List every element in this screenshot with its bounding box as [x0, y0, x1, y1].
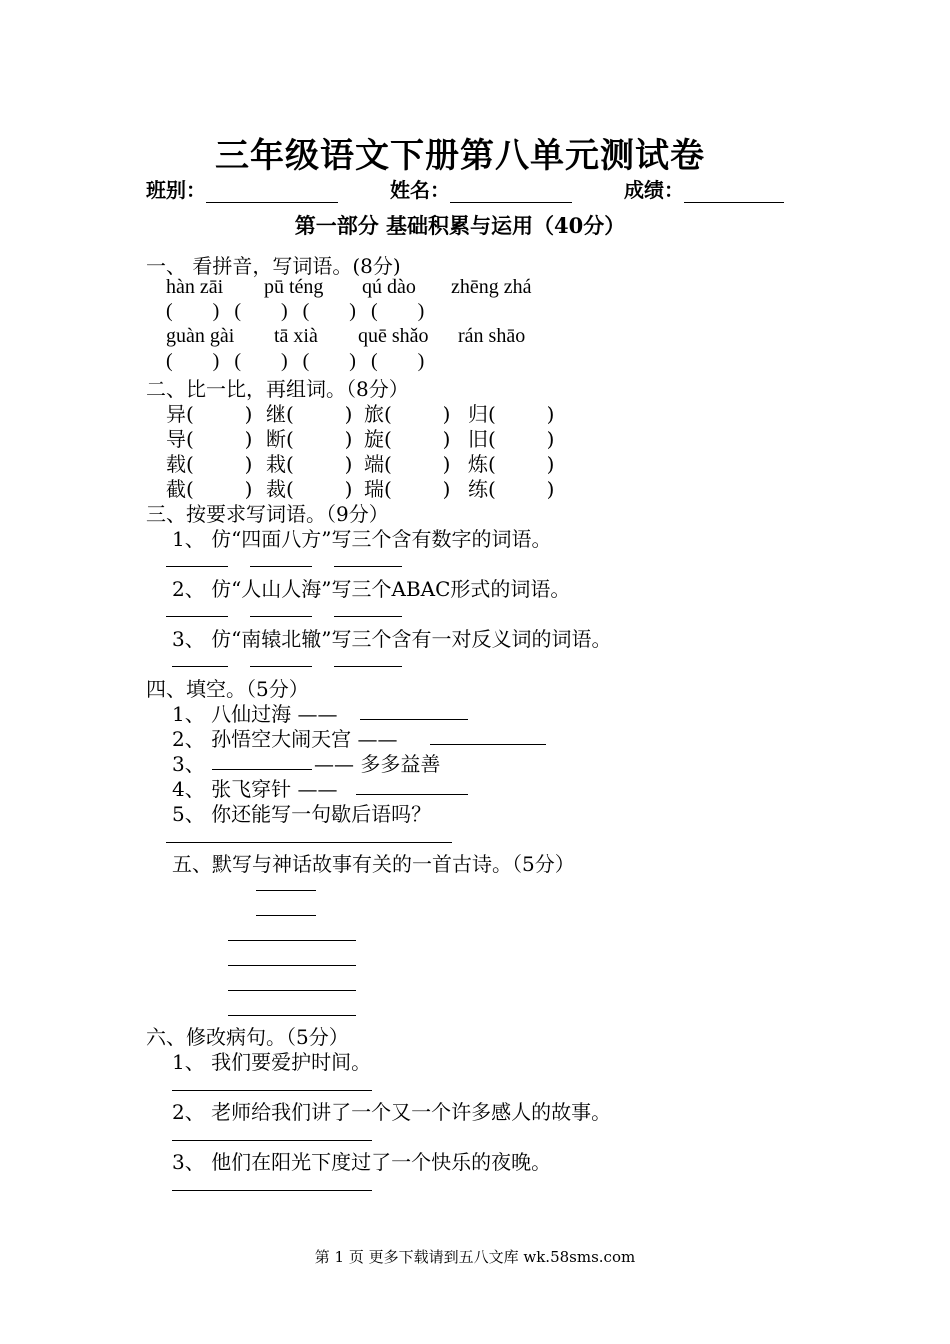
pinyin-5: guàn gài [166, 325, 235, 347]
q3-item-1: 1、 仿“四面八方”写三个含有数字的词语。 [172, 527, 552, 551]
q2-row-3-col-1[interactable]: 载( ) [166, 452, 253, 476]
q2-row-2-col-3[interactable]: 旋( ) [364, 427, 451, 451]
pinyin-8: rán shāo [458, 325, 526, 347]
score-blank[interactable] [684, 182, 784, 203]
pinyin-6: tā xià [274, 325, 318, 347]
name-field [390, 174, 572, 203]
q3-item-2: 2、 仿“人山人海”写三个ABAC形式的词语。 [172, 577, 571, 601]
q3-item-3: 3、 仿“南辕北辙”写三个含有一对反义词的词语。 [172, 627, 612, 651]
pinyin-7: quē shǎo [358, 325, 429, 347]
answer-parens-row1[interactable]: ( ) ( ) ( ) ( ) [166, 300, 425, 322]
q4-heading: 四、填空。（5分） [146, 677, 309, 701]
q4-item-3-suffix: —— 多多益善 [314, 752, 441, 776]
q2-row-2-col-1[interactable]: 导( ) [166, 427, 253, 451]
q3-1-blank-3[interactable] [334, 566, 402, 567]
q3-3-blank-2[interactable] [250, 666, 312, 667]
q3-2-blank-2[interactable] [250, 616, 312, 617]
q3-heading: 三、按要求写词语。（9分） [146, 502, 389, 526]
q3-1-blank-1[interactable] [166, 566, 228, 567]
poem-line-2-blank[interactable] [228, 965, 356, 966]
class-field [146, 174, 338, 203]
q6-1-blank[interactable] [172, 1090, 372, 1091]
q2-row-4-col-4[interactable]: 练( ) [468, 477, 555, 501]
q4-1-blank[interactable] [360, 719, 468, 720]
q6-item-1: 1、 我们要爱护时间。 [172, 1050, 372, 1074]
q2-row-1-col-2[interactable]: 继( ) [266, 402, 353, 426]
q3-1-blank-2[interactable] [250, 566, 312, 567]
q2-row-4-col-1[interactable]: 截( ) [166, 477, 253, 501]
q2-row-3-col-4[interactable]: 炼( ) [468, 452, 555, 476]
poem-line-3-blank[interactable] [228, 990, 356, 991]
q2-row-2-col-2[interactable]: 断( ) [266, 427, 353, 451]
q6-item-2: 2、 老师给我们讲了一个又一个许多感人的故事。 [172, 1100, 612, 1124]
q6-3-blank[interactable] [172, 1190, 372, 1191]
q3-3-blank-1[interactable] [172, 666, 228, 667]
q1-heading: 一、 看拼音，写词语。(8分) [146, 254, 401, 278]
part1-title: 第一部分 基础积累与运用（40分） [294, 213, 626, 238]
poem-line-4-blank[interactable] [228, 1015, 356, 1016]
pinyin-2: pū téng [264, 276, 324, 298]
q3-2-blank-1[interactable] [166, 616, 228, 617]
pinyin-1: hàn zāi [166, 276, 224, 298]
q4-item-3: 3、 [172, 752, 205, 776]
class-label: 班别： [146, 178, 206, 202]
q2-row-3-col-3[interactable]: 端( ) [364, 452, 451, 476]
q4-item-4: 4、 张飞穿针 —— [172, 777, 338, 801]
q2-row-4-col-3[interactable]: 瑞( ) [364, 477, 451, 501]
q4-3-blank[interactable] [212, 769, 312, 770]
q2-row-4-col-2[interactable]: 裁( ) [266, 477, 353, 501]
q2-row-1-col-4[interactable]: 归( ) [468, 402, 555, 426]
q4-2-blank[interactable] [430, 744, 546, 745]
q4-5-blank[interactable] [166, 842, 452, 843]
q3-3-blank-3[interactable] [334, 666, 402, 667]
q6-item-3: 3、 他们在阳光下度过了一个快乐的夜晚。 [172, 1150, 552, 1174]
name-blank[interactable] [450, 182, 572, 203]
q4-item-1: 1、 八仙过海 —— [172, 702, 338, 726]
q2-row-3-col-2[interactable]: 栽( ) [266, 452, 353, 476]
q2-heading: 二、比一比，再组词。（8分） [146, 377, 409, 401]
q6-2-blank[interactable] [172, 1140, 372, 1141]
q6-heading: 六、修改病句。（5分） [146, 1025, 349, 1049]
pinyin-3: qú dào [362, 276, 416, 298]
q2-row-1-col-1[interactable]: 异( ) [166, 402, 253, 426]
class-blank[interactable] [206, 182, 338, 203]
name-label: 姓名： [390, 178, 450, 202]
q4-item-5: 5、 你还能写一句歇后语吗？ [172, 802, 432, 826]
score-field [624, 174, 784, 203]
q3-2-blank-3[interactable] [334, 616, 402, 617]
q2-row-2-col-4[interactable]: 旧( ) [468, 427, 555, 451]
poem-title-blank[interactable] [256, 890, 316, 891]
answer-parens-row2[interactable]: ( ) ( ) ( ) ( ) [166, 350, 425, 372]
score-label: 成绩： [624, 178, 684, 202]
pinyin-4: zhēng zhá [451, 276, 532, 298]
q4-4-blank[interactable] [356, 794, 468, 795]
page-title: 三年级语文下册第八单元测试卷 [215, 136, 705, 176]
q2-row-1-col-3[interactable]: 旅( ) [364, 402, 451, 426]
q4-item-2: 2、 孙悟空大闹天宫 —— [172, 727, 398, 751]
poem-line-1-blank[interactable] [228, 940, 356, 941]
page-footer: 第 1 页 更多下载请到五八文库 wk.58sms.com [314, 1248, 636, 1266]
q5-heading: 五、默写与神话故事有关的一首古诗。（5分） [172, 852, 575, 876]
poem-author-blank[interactable] [256, 915, 316, 916]
